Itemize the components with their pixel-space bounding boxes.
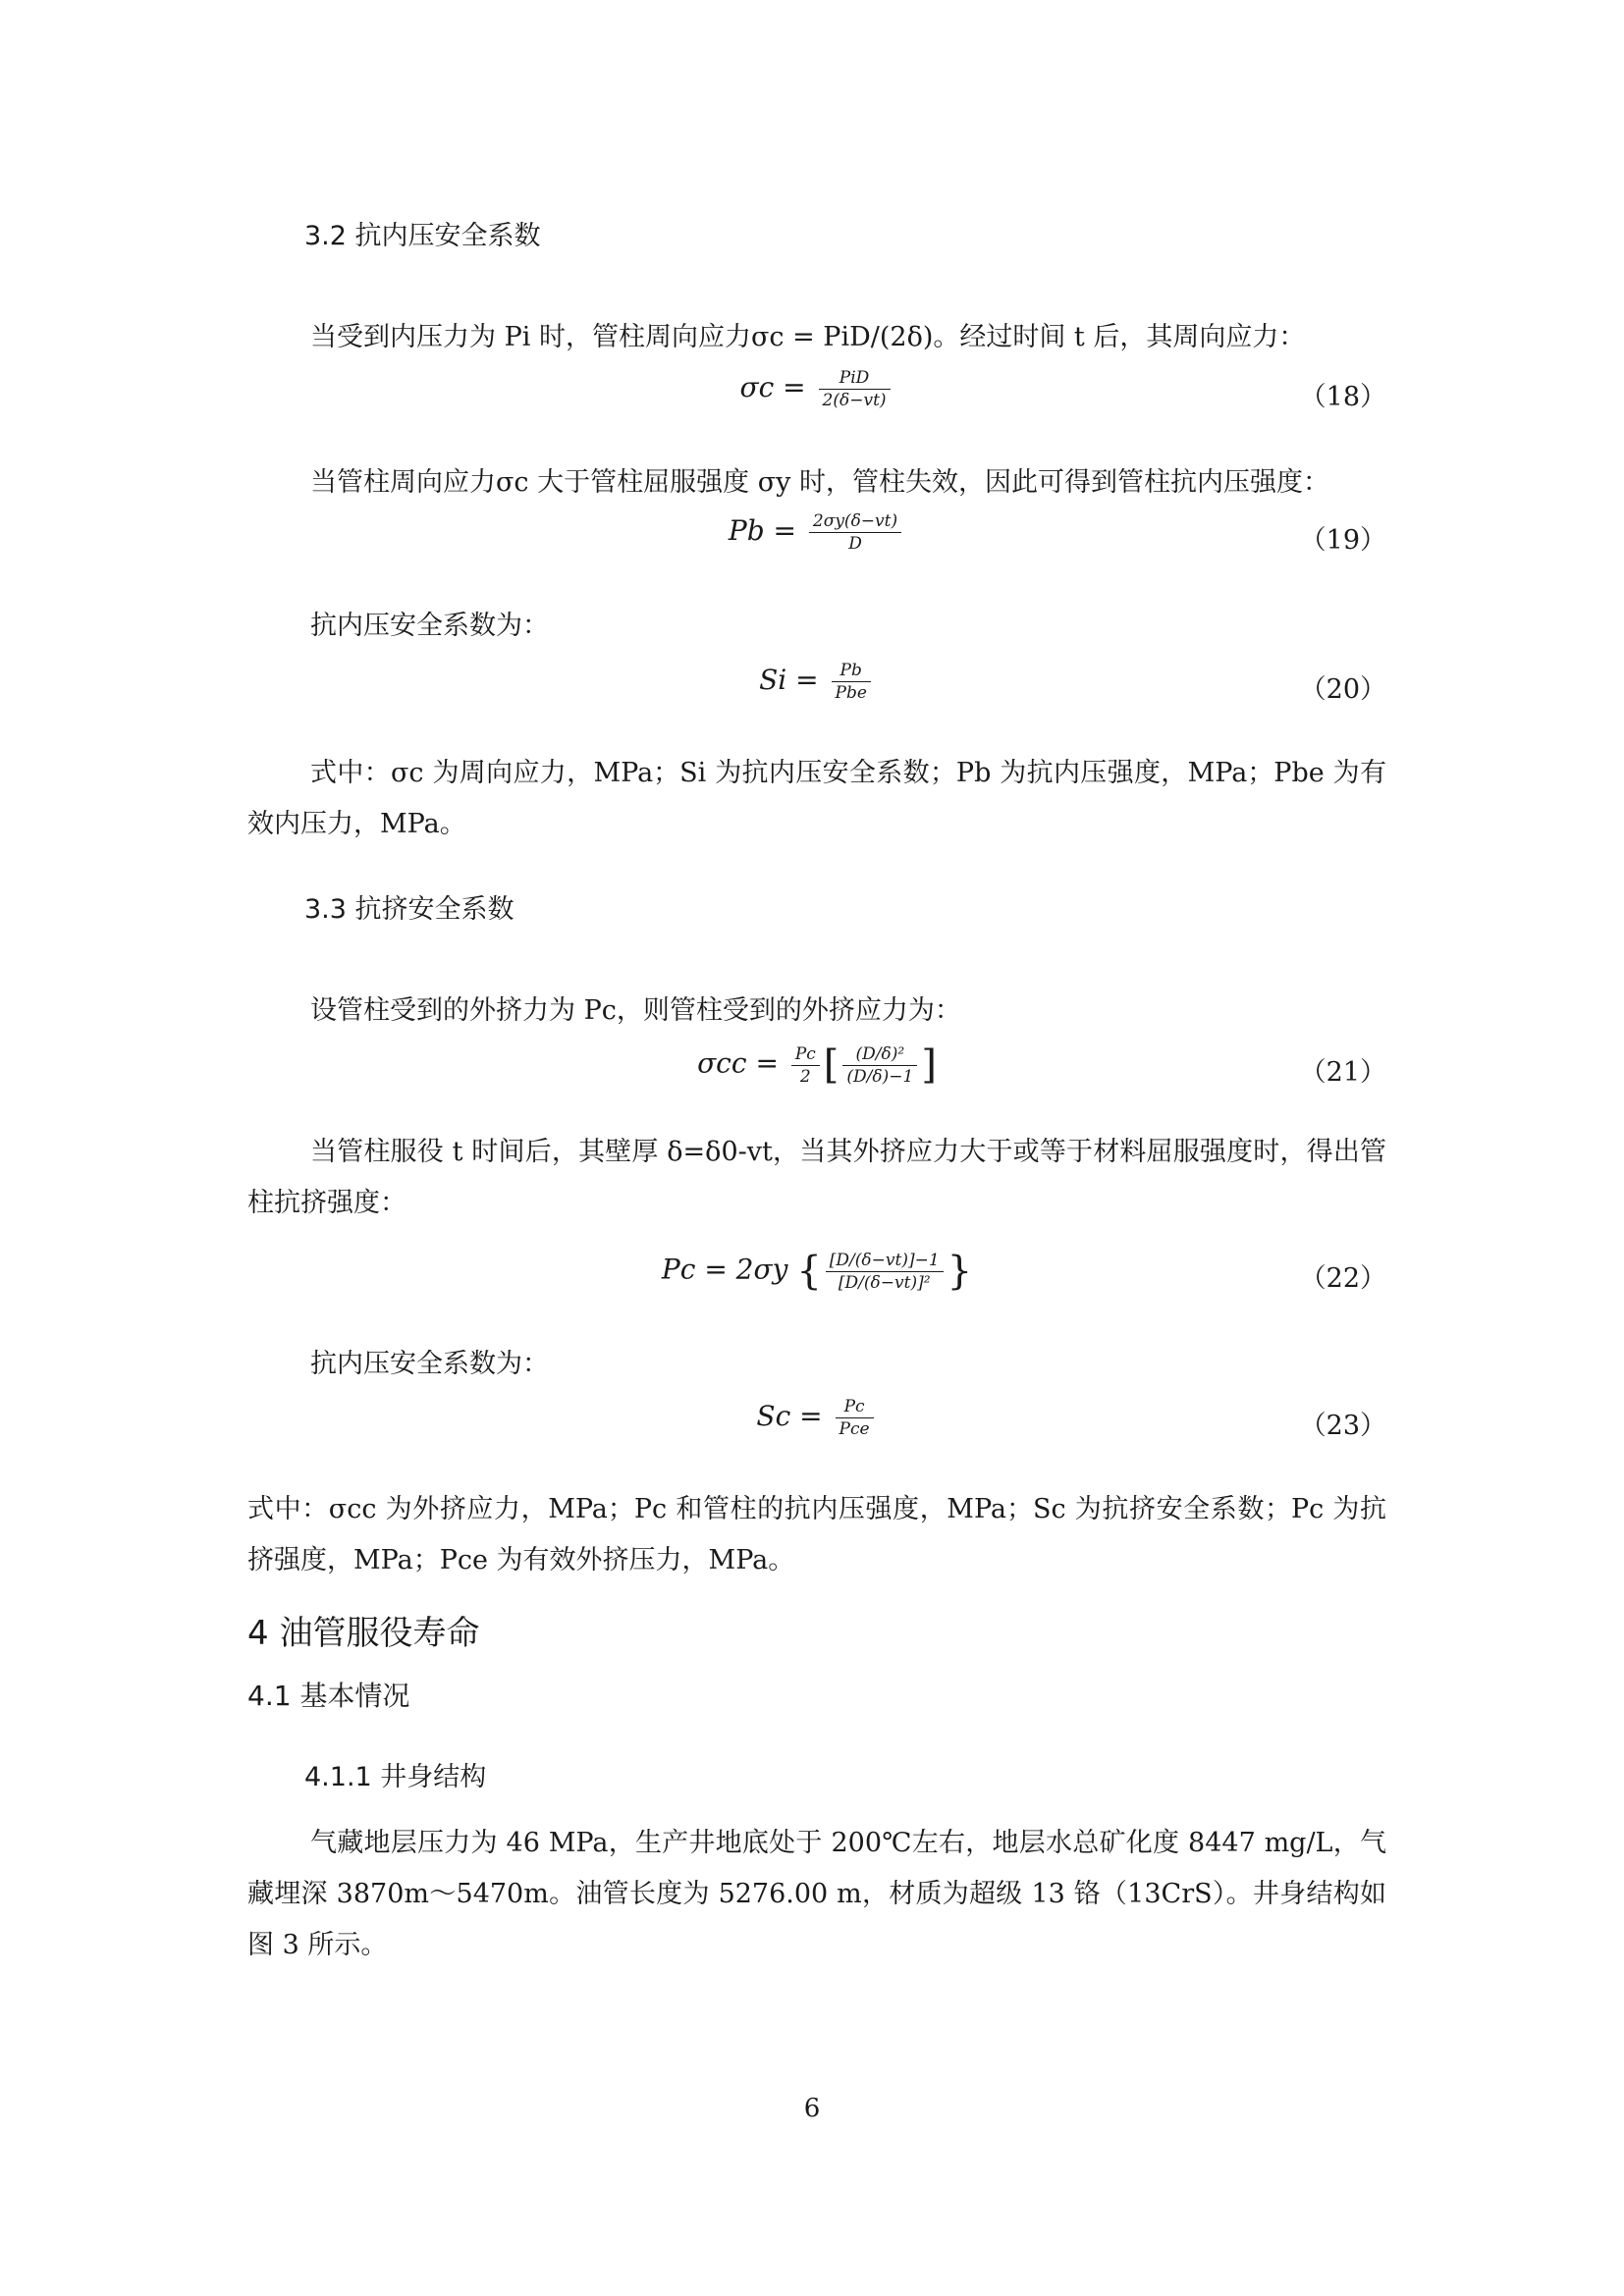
eq21-denominator-a: 2 (799, 1066, 811, 1087)
equation-21 (247, 1042, 1386, 1111)
eq21-numerator-b: (D/δ)² (842, 1043, 917, 1066)
eq21-right-bracket: ] (921, 1042, 937, 1088)
eq20-lhs: Si = (759, 664, 819, 696)
section-heading-4-1-1: 4.1.1 井身结构 (304, 1762, 487, 1792)
eq23-numerator: Pc (836, 1396, 874, 1418)
eq21-lhs: σcc = (697, 1046, 779, 1080)
eq19-denominator: D (848, 534, 862, 554)
eq22-right-brace: } (947, 1249, 973, 1294)
equation-20 (247, 660, 1386, 728)
eq18-lhs: σc = (739, 371, 806, 403)
eq23-denominator: Pce (839, 1419, 870, 1439)
eq22-fraction (826, 1250, 944, 1294)
eq20-fraction (832, 660, 871, 704)
eq18-numerator: PiD (819, 367, 891, 390)
eq18-denominator: 2(δ−vt) (822, 391, 887, 410)
paragraph-collapse-strength: 当管柱服役 t 时间后，其壁厚 δ=δ0-vt，当其外挤应力大于或等于材料屈服强度时，得出管柱抗挤强度： (247, 1137, 1386, 1218)
page-number: 6 (803, 2094, 821, 2123)
eq21-number: （21） (1299, 1057, 1386, 1088)
equation-19 (247, 510, 1386, 579)
eq19-lhs: Pb = (728, 514, 796, 547)
chapter-heading-4: 4 油管服役寿命 (247, 1614, 480, 1653)
eq20-number: （20） (1299, 674, 1386, 705)
eq23-fraction (836, 1396, 874, 1440)
eq20-denominator: Pbe (835, 683, 867, 703)
paragraph-inner-pressure-intro: 当受到内压力为 Pi 时，管柱周向应力σc = PiD/(2δ)。经过时间 t 后，其周向应力： (310, 322, 1306, 352)
eq21-left-bracket: [ (823, 1042, 839, 1088)
paragraph-safety-factor-intro-2: 抗内压安全系数为： (310, 1349, 549, 1379)
paragraph-symbol-definitions-2: 式中：σcc 为外挤应力，MPa；Pc 和管柱的抗内压强度，MPa；Sc 为抗挤安全系数；Pc 为抗挤强度，MPa；Pce 为有效外挤压力，MPa。 (247, 1494, 1386, 1575)
eq21-fraction-a (791, 1043, 820, 1088)
eq21-fraction-b (842, 1043, 917, 1088)
section-heading-3-2: 3.2 抗内压安全系数 (304, 221, 541, 251)
eq23-number: （23） (1299, 1411, 1386, 1441)
section-heading-4-1: 4.1 基本情况 (247, 1680, 410, 1712)
eq21-denominator-b: (D/δ)−1 (846, 1066, 914, 1087)
equation-23 (247, 1396, 1386, 1465)
equation-22 (247, 1249, 1386, 1317)
eq22-left-brace: { (796, 1249, 822, 1294)
eq19-numerator: 2σy(δ−vt) (809, 510, 901, 533)
eq19-fraction (809, 510, 901, 555)
eq22-lhs: Pc = 2σy (661, 1253, 788, 1286)
eq20-numerator: Pb (832, 660, 871, 682)
eq19-number: （19） (1299, 525, 1386, 556)
paragraph-symbol-definitions-1: 式中：σc 为周向应力，MPa；Si 为抗内压安全系数；Pb 为抗内压强度，MPa；Pbe 为有效内压力，MPa。 (247, 758, 1386, 839)
paragraph-safety-factor-intro: 抗内压安全系数为： (310, 611, 549, 641)
equation-18 (247, 367, 1386, 436)
eq23-lhs: Sc = (756, 1400, 823, 1432)
eq22-numerator: [D/(δ−vt)]−1 (826, 1250, 944, 1272)
eq18-number: （18） (1299, 382, 1386, 412)
section-heading-3-3: 3.3 抗挤安全系数 (304, 894, 514, 925)
eq21-numerator-a: Pc (791, 1043, 820, 1066)
paragraph-well-structure: 气藏地层压力为 46 MPa，生产井地底处于 200℃左右，地层水总矿化度 8447 mg/L，气藏埋深 3870m～5470m。油管长度为 5276.00 m，材质为超级 13 铬（13CrS）。井身结构如图 3 所示。 (247, 1828, 1386, 1960)
eq22-denominator: [D/(δ−vt)]² (838, 1272, 931, 1293)
paragraph-collapse-intro: 设管柱受到的外挤力为 Pc，则管柱受到的外挤应力为： (310, 995, 961, 1026)
paragraph-hoop-stress-failure: 当管柱周向应力σc 大于管柱屈服强度 σy 时，管柱失效，因此可得到管柱抗内压强度： (310, 467, 1329, 498)
eq18-fraction (819, 367, 891, 411)
eq22-number: （22） (1299, 1263, 1386, 1294)
